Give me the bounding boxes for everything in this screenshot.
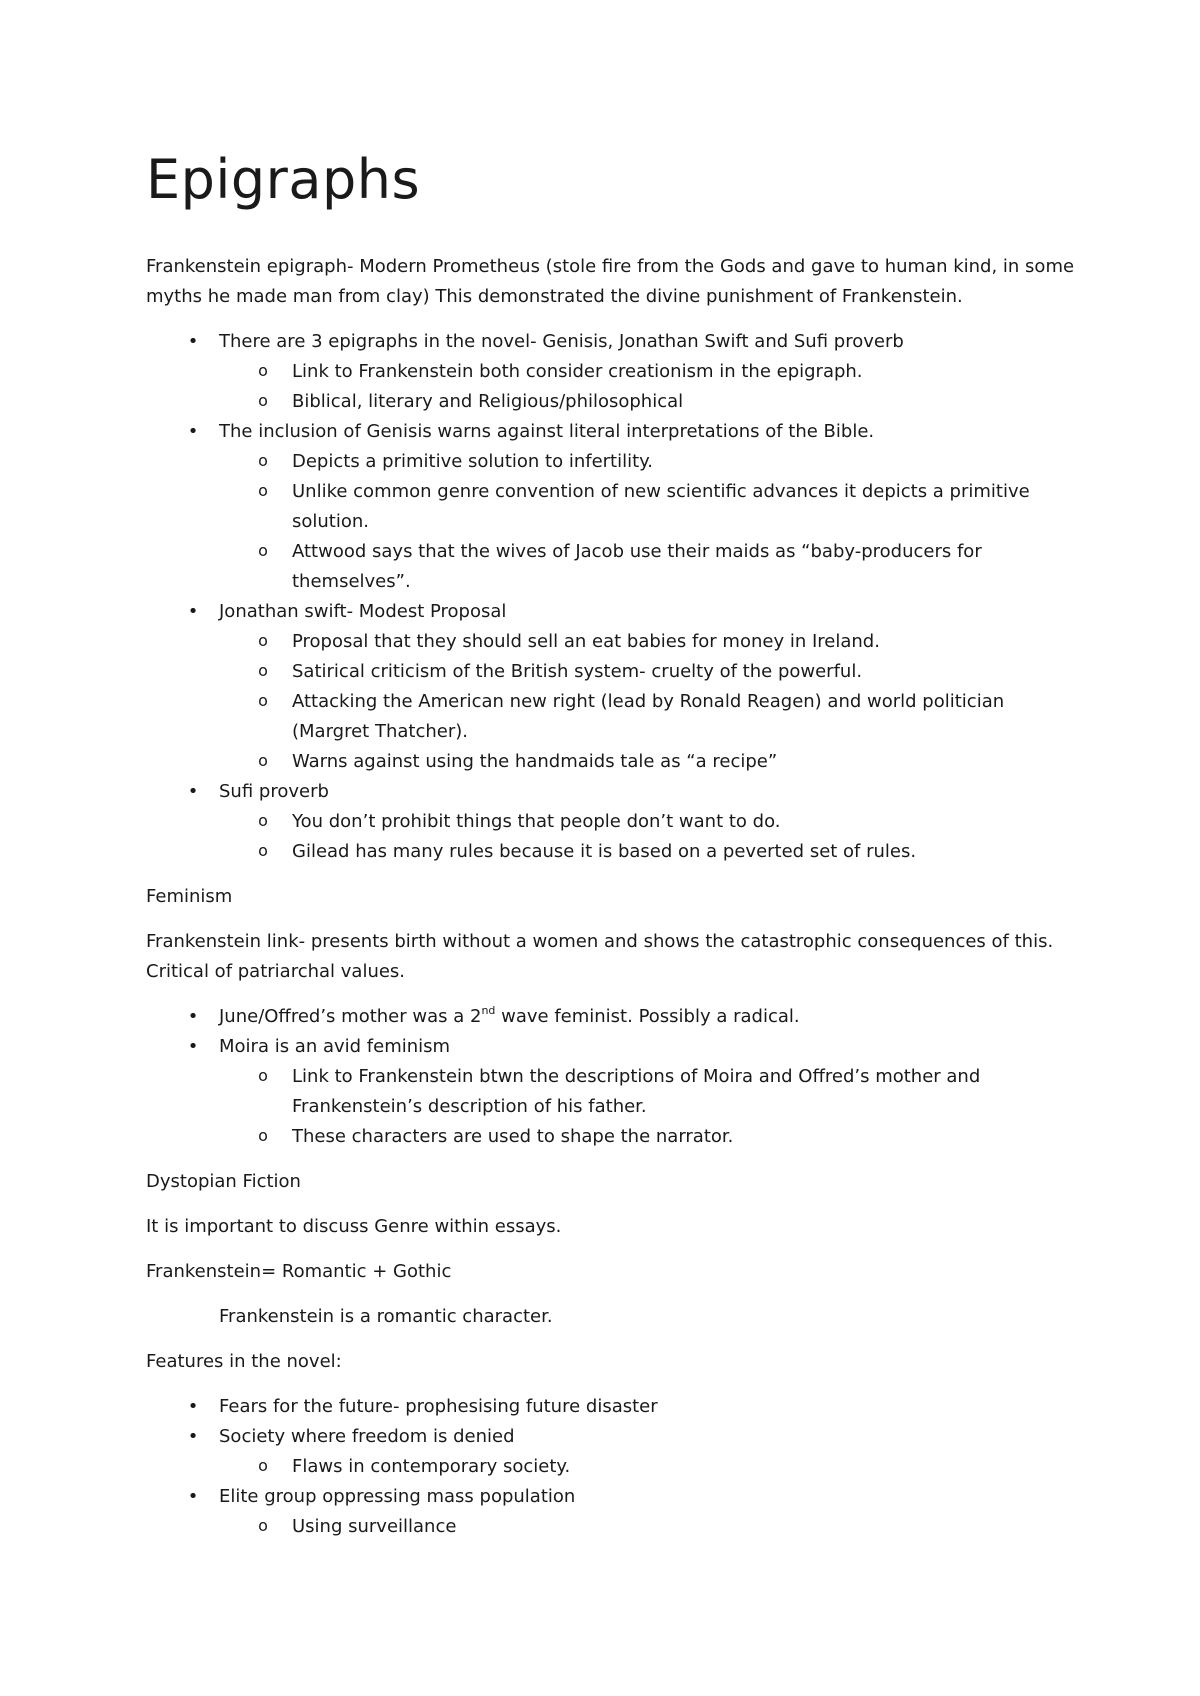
sub-list-item-text: These characters are used to shape the narrator. — [292, 1126, 734, 1147]
sub-list-item — [219, 1062, 1080, 1122]
sub-bullet-icon: o — [258, 361, 268, 380]
sub-list-item-text: Gilead has many rules because it is based on a peverted set of rules. — [292, 841, 917, 862]
sub-list-item-text: Satirical criticism of the British system- cruelty of the powerful. — [292, 661, 863, 682]
sub-list-item — [219, 357, 1080, 387]
bullet-icon: • — [187, 1396, 199, 1417]
list-item — [146, 597, 1080, 777]
sub-list-item — [219, 447, 1080, 477]
sub-list-item — [219, 807, 1080, 837]
sub-list — [219, 627, 1080, 777]
sub-list — [219, 807, 1080, 867]
june-text-post: wave feminist. Possibly a radical. — [495, 1006, 800, 1027]
bullet-icon: • — [187, 421, 199, 442]
sub-bullet-icon: o — [258, 391, 268, 410]
sub-list-item — [219, 477, 1080, 537]
sub-list — [219, 1512, 1080, 1542]
sub-bullet-icon: o — [258, 691, 268, 710]
list-item — [146, 1032, 1080, 1152]
features-list — [146, 1392, 1080, 1542]
sub-list-item — [219, 657, 1080, 687]
sub-list-item — [219, 387, 1080, 417]
sub-list-item-text: Using surveillance — [292, 1516, 457, 1537]
list-item — [146, 1422, 1080, 1482]
sub-list-item-text: Unlike common genre convention of new scientific advances it depicts a primitive solution. — [292, 481, 1030, 532]
bullet-icon: • — [187, 1426, 199, 1447]
sub-list-item-text: Attacking the American new right (lead by Ronald Reagen) and world politician (Margret Thatcher). — [292, 691, 1005, 742]
sub-list-item — [219, 687, 1080, 747]
sub-list-item-text: Link to Frankenstein btwn the descriptions of Moira and Offred’s mother and Frankenstein’s description of his father. — [292, 1066, 981, 1117]
list-item-text: Sufi proverb — [219, 781, 329, 802]
list-item-text: Fears for the future- prophesising future disaster — [219, 1396, 658, 1417]
list-item-text: The inclusion of Genisis warns against literal interpretations of the Bible. — [219, 421, 875, 442]
list-item-text: Elite group oppressing mass population — [219, 1486, 576, 1507]
list-item — [146, 327, 1080, 417]
list-item — [146, 1002, 1080, 1032]
bullet-icon: • — [187, 331, 199, 352]
sub-bullet-icon: o — [258, 1126, 268, 1145]
bullet-icon: • — [187, 1486, 199, 1507]
sub-list-item-text: Biblical, literary and Religious/philosophical — [292, 391, 684, 412]
sub-bullet-icon: o — [258, 541, 268, 560]
sub-list-item-text: Warns against using the handmaids tale as “a recipe” — [292, 751, 778, 772]
sub-list-item-text: Depicts a primitive solution to infertility. — [292, 451, 653, 472]
feminism-list — [146, 1002, 1080, 1152]
sub-list-item — [219, 747, 1080, 777]
list-item-text: Moira is an avid feminism — [219, 1036, 451, 1057]
sub-list-item-text: You don’t prohibit things that people don’t want to do. — [292, 811, 781, 832]
frankenstein-character: Frankenstein is a romantic character. — [219, 1306, 553, 1327]
sub-bullet-icon: o — [258, 811, 268, 830]
epigraph-list — [146, 327, 1080, 867]
sub-list-item — [219, 837, 1080, 867]
sub-list-item — [219, 537, 1080, 597]
sub-list-item-text: Proposal that they should sell an eat babies for money in Ireland. — [292, 631, 880, 652]
sub-bullet-icon: o — [258, 451, 268, 470]
sub-list-item-text: Attwood says that the wives of Jacob use their maids as “baby-producers for themselves”. — [292, 541, 982, 592]
bullet-icon: • — [187, 781, 199, 802]
sub-list-item — [219, 627, 1080, 657]
intro-paragraph: Frankenstein epigraph- Modern Prometheus (stole fire from the Gods and gave to human kind, in some myths he made man from clay) This demonstrated the divine punishment of Frankenstein. — [146, 256, 1075, 307]
sub-bullet-icon: o — [258, 1066, 268, 1085]
list-item-text: There are 3 epigraphs in the novel- Genisis, Jonathan Swift and Sufi proverb — [219, 331, 904, 352]
sub-bullet-icon: o — [258, 1456, 268, 1475]
sub-bullet-icon: o — [258, 751, 268, 770]
list-item-text: Jonathan swift- Modest Proposal — [219, 601, 507, 622]
genre-note: It is important to discuss Genre within essays. — [146, 1216, 562, 1237]
frankenstein-genre: Frankenstein= Romantic + Gothic — [146, 1261, 452, 1282]
list-item — [146, 1482, 1080, 1542]
sub-list-item — [219, 1122, 1080, 1152]
sub-bullet-icon: o — [258, 841, 268, 860]
sub-bullet-icon: o — [258, 481, 268, 500]
features-heading: Features in the novel: — [146, 1351, 342, 1372]
dystopian-heading: Dystopian Fiction — [146, 1171, 301, 1192]
sub-list — [219, 447, 1080, 597]
bullet-icon: • — [187, 1006, 199, 1027]
sub-list-item — [219, 1452, 1080, 1482]
list-item-text: Society where freedom is denied — [219, 1426, 515, 1447]
sub-list — [219, 357, 1080, 417]
sub-bullet-icon: o — [258, 631, 268, 650]
june-text-pre: June/Offred’s mother was a 2 — [219, 1006, 482, 1027]
sub-bullet-icon: o — [258, 1516, 268, 1535]
sub-list — [219, 1062, 1080, 1152]
feminism-intro: Frankenstein link- presents birth without a women and shows the catastrophic consequences of this. Critical of patriarchal values. — [146, 931, 1054, 982]
bullet-icon: • — [187, 1036, 199, 1057]
ordinal-suffix: nd — [481, 1004, 496, 1017]
sub-list-item — [219, 1512, 1080, 1542]
list-item — [146, 417, 1080, 597]
list-item — [146, 777, 1080, 867]
sub-list — [219, 1452, 1080, 1482]
page-title: Epigraphs — [146, 148, 421, 211]
sub-list-item-text: Link to Frankenstein both consider creationism in the epigraph. — [292, 361, 863, 382]
bullet-icon: • — [187, 601, 199, 622]
sub-list-item-text: Flaws in contemporary society. — [292, 1456, 571, 1477]
sub-bullet-icon: o — [258, 661, 268, 680]
feminism-heading: Feminism — [146, 886, 233, 907]
list-item — [146, 1392, 1080, 1422]
